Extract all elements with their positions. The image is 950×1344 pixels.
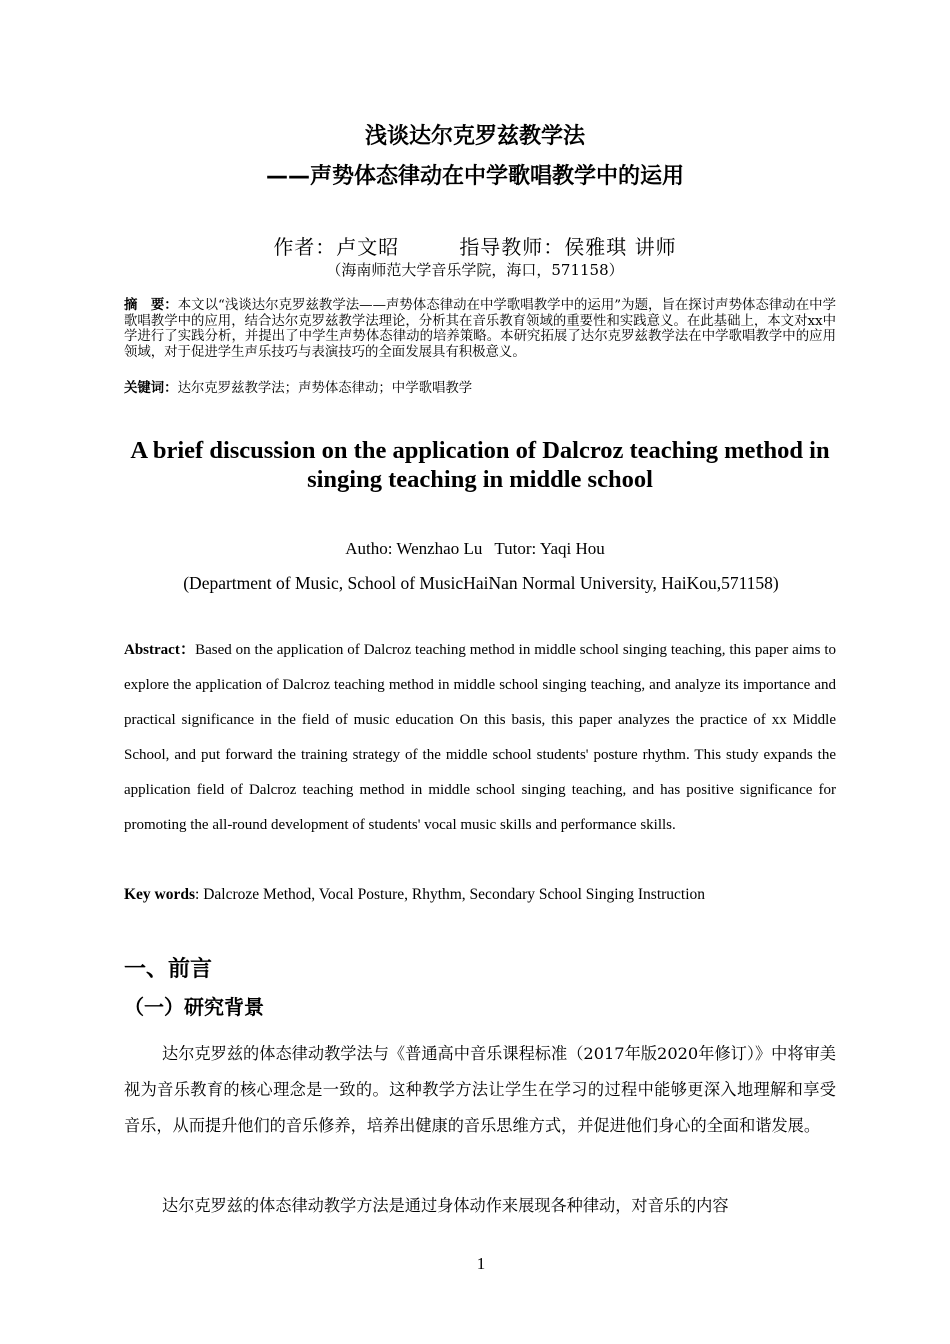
english-title: A brief discussion on the application of Dalcroz teaching method in singing teaching in middle school <box>130 437 830 493</box>
abstract-en-text: Based on the application of Dalcroz teaching method in middle school singing teaching, this paper aims to explore the application of Dalcroz teaching method in middle school singing teaching, and analyze its importance and practical significance in the field of music education On this basis, this paper analyzes the practice of xx Middle School, and put forward the training strategy of the middle school students' posture rhythm. This study expands the application field of Dalcroz teaching method in middle school singing teaching, and has positive significance for promoting the all-round development of students' vocal music skills and performance skills. <box>124 642 836 833</box>
author-line-en <box>0 538 950 560</box>
paper-title: 浅谈达尔克罗兹教学法 <box>364 124 585 149</box>
keywords-en <box>124 880 836 910</box>
subsection-heading: （一）研究背景 <box>124 995 264 1019</box>
keywords-en-text: : Dalcroze Method, Vocal Posture, Rhythm, Secondary School Singing Instruction <box>195 886 706 903</box>
keywords-en-label: Key words <box>124 886 196 903</box>
author-name-en: Autho: Wenzhao Lu <box>345 539 483 558</box>
affiliation-cn: （海南师范大学音乐学院，海口，571158） <box>326 261 624 279</box>
keywords-cn <box>124 381 836 397</box>
abstract-cn-label: 摘 要： <box>124 298 178 313</box>
tutor-name-en: Tutor: Yaqi Hou <box>494 539 605 558</box>
abstract-cn <box>124 298 836 360</box>
keywords-cn-label: 关键词： <box>124 381 178 396</box>
paper-subtitle: ——声势体态律动在中学歌唱教学中的运用 <box>265 164 684 189</box>
keywords-cn-text: 达尔克罗兹教学法；声势体态律动；中学歌唱教学 <box>177 381 473 396</box>
section-heading: 一、前言 <box>124 957 213 982</box>
tutor-name-cn: 指导教师：侯雅琪 讲师 <box>459 235 677 259</box>
body-paragraph: 达尔克罗兹的体态律动教学方法是通过身体动作来展现各种律动，对音乐的内容 <box>162 1196 729 1215</box>
abstract-en <box>124 633 836 843</box>
abstract-cn-text: 本文以“浅谈达尔克罗兹教学法——声势体态律动在中学歌唱教学中的运用”为题，旨在探讨声势体态律动在中学歌唱教学中的应用，结合达尔克罗兹教学法理论，分析其在音乐教育领域的重要性和实践意义。在此基础上，本文对xx中学进行了实践分析，并提出了中学生声势体态律动的培养策略。本研究拓展了达尔克罗兹教学法在中学歌唱教学中的应用领域，对于促进学生声乐技巧与表演技巧的全面发展具有积极意义。 <box>124 298 836 360</box>
author-name-cn: 作者：卢文昭 <box>273 235 400 259</box>
abstract-en-label: Abstract： <box>124 642 196 658</box>
author-line-cn <box>0 234 950 260</box>
body-paragraph: 达尔克罗兹的体态律动教学法与《普通高中音乐课程标准（2017年版2020年修订）》中将审美视为音乐教育的核心理念是一致的。这种教学方法让学生在学习的过程中能够更深入地理解和享受音乐，从而提升他们的音乐修养，培养出健康的音乐思维方式，并促进他们身心的全面和谐发展。 <box>124 1044 836 1135</box>
page-number: 1 <box>476 1254 486 1273</box>
affiliation-en: (Department of Music, School of MusicHaiNan Normal University, HaiKou,571158) <box>183 573 779 593</box>
